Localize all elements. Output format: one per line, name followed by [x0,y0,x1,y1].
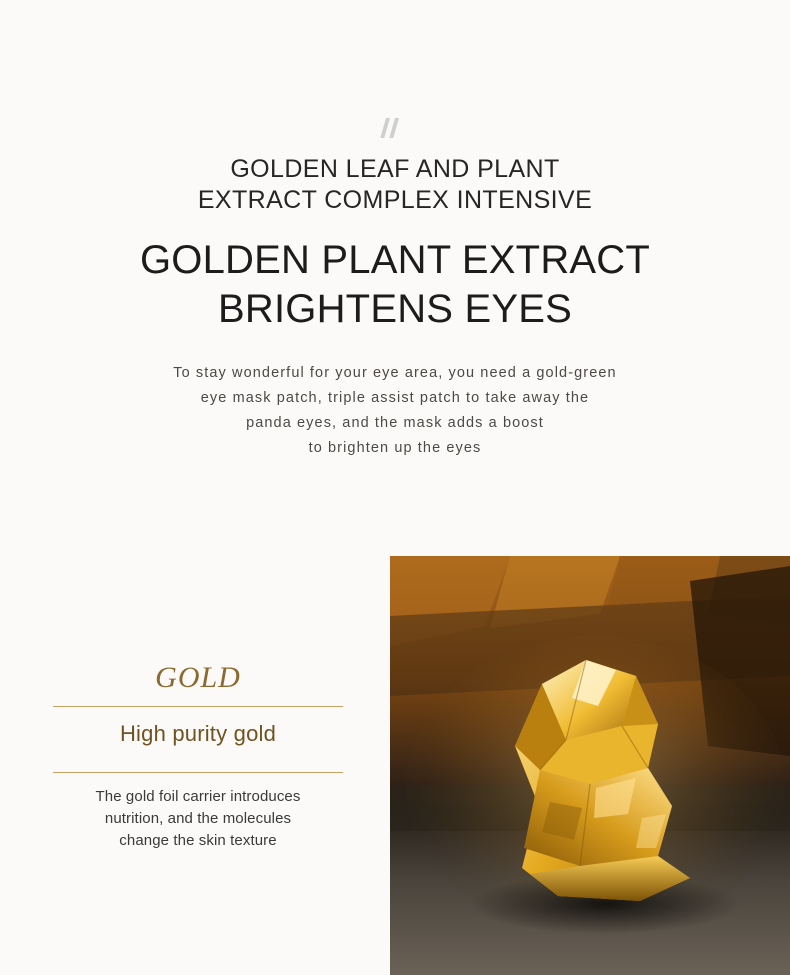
gold-nugget-photo [390,556,790,975]
eyebrow-line-1: GOLDEN LEAF AND PLANT [230,155,560,183]
headline-line-2: BRIGHTENS EYES [218,287,572,331]
subcopy-line-1: To stay wonderful for your eye area, you need a gold-green [173,364,617,381]
gold-desc-line-2: nutrition, and the molecules [104,810,292,827]
gold-ingredient-block [53,660,343,852]
subcopy-line-4: to brighten up the eyes [308,439,482,456]
eyebrow-line-2: EXTRACT COMPLEX INTENSIVE [197,186,593,214]
gold-subtitle: High purity gold [119,721,277,746]
gold-desc-line-1: The gold foil carrier introduces [95,788,301,805]
quote-mark-icon [380,0,410,142]
subcopy-line-3: panda eyes, and the mask adds a boost [246,414,544,431]
hero-description [0,361,790,461]
eyebrow-heading [0,154,790,216]
gold-description [53,773,343,852]
page-title [0,236,790,334]
subcopy-line-2: eye mask patch, triple assist patch to take away the [200,389,590,406]
headline-line-1: GOLDEN PLANT EXTRACT [139,238,651,282]
gold-desc-line-3: change the skin texture [119,832,277,849]
hero-section [0,0,790,461]
gold-title: GOLD [155,661,241,694]
